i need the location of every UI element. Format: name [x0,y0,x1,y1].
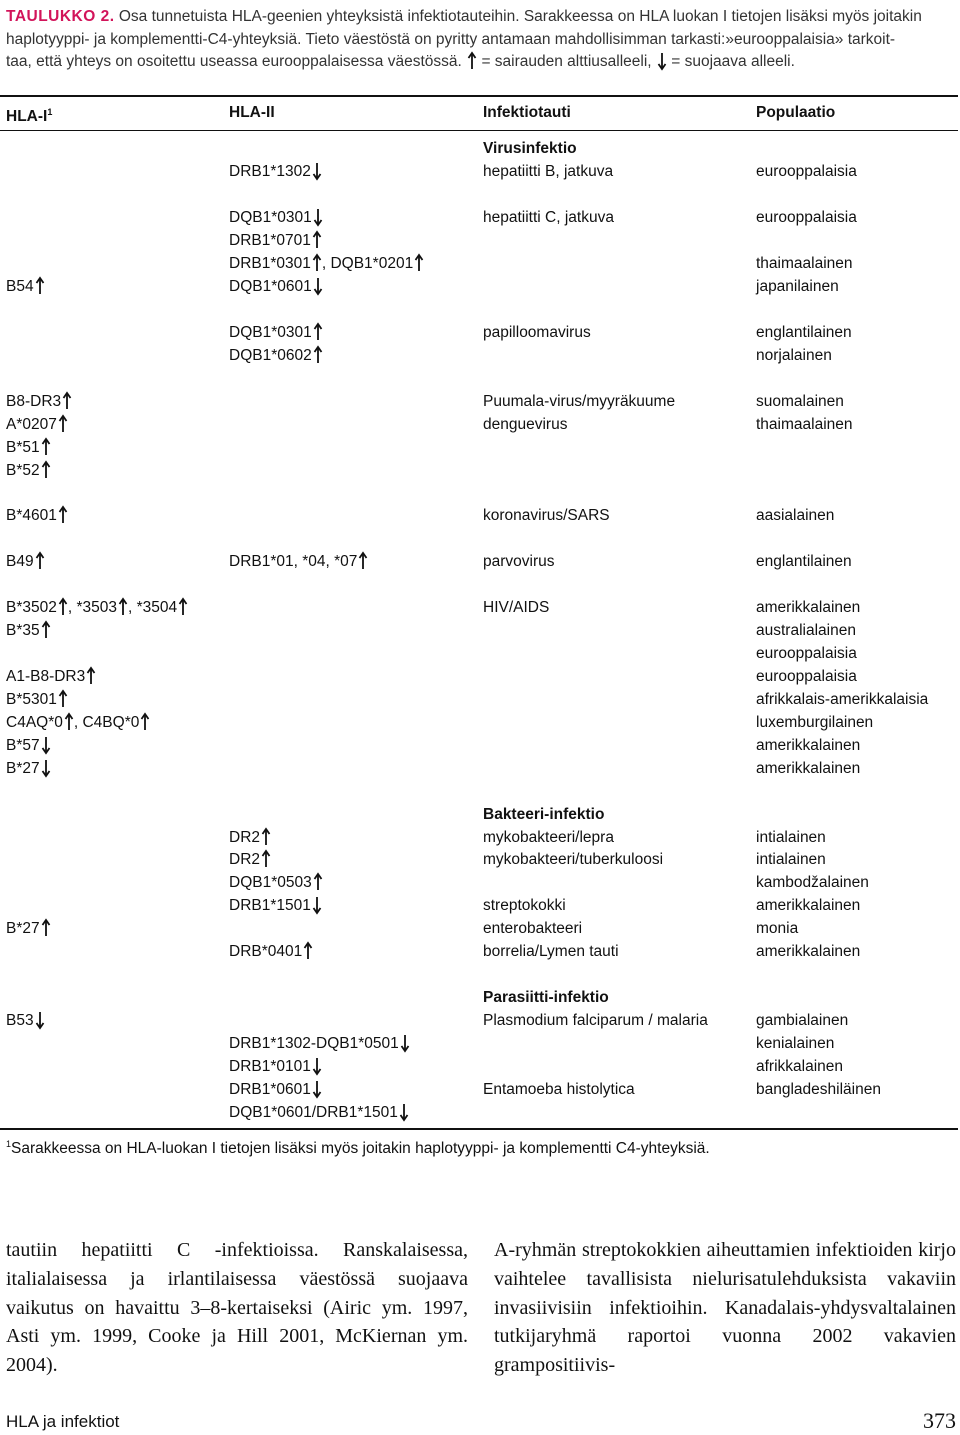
down-arrow-icon [312,161,322,181]
down-arrow-icon [657,51,667,71]
hla-ii-cell [229,848,271,871]
hla-i-cell [6,917,51,940]
population-cell [756,1032,834,1055]
body-column-right: A-ryhmän streptokokkien aiheuttamien infektioiden kirjo vaihtelee tavallisista nielurisatulehduksista vakaviin invasiivisiin infektioihin. Kanadalais-yhdysvaltalainen tutkijaryhmä raportoi vuonna 2002 vakavien grampositiivis- [494,1239,956,1377]
legend-down-text: = suojaava alleeli. [671,53,795,70]
infection-cell-text: HIV/AIDS [483,599,550,616]
hla-i-cell [6,1009,45,1032]
hla-i-cell-text: A*0207 [6,416,57,433]
down-arrow-icon [41,758,51,778]
hla-i-cell [6,390,72,413]
hla-ii-cell-text: DQB1*0301 [229,324,312,341]
up-arrow-icon [35,276,45,296]
hla-ii-cell-text: DQB1*0602 [229,347,312,364]
up-arrow-icon [118,597,128,617]
infection-cell-text: koronavirus/SARS [483,507,610,524]
population-cell [756,665,857,688]
infection-cell-text: denguevirus [483,416,568,433]
hla-ii-cell [229,1032,410,1055]
hla-i-cell-text: B*51 [6,439,40,456]
table-bottom-rule [0,1128,958,1130]
hla-i-cell [6,275,45,298]
hla-ii-cell [229,871,323,894]
down-arrow-icon [313,207,323,227]
up-arrow-icon [140,712,150,732]
header-hla-i: HLA-$I^1$ [6,107,53,126]
population-cell [756,413,853,436]
infection-cell [483,413,567,436]
hla-i-cell [6,459,51,482]
hla-i-cell [6,413,68,436]
down-arrow-icon [313,276,323,296]
infection-cell [483,550,555,573]
population-cell [756,711,873,734]
hla-ii-cell [229,344,323,367]
hla-ii-cell [229,1101,409,1124]
infection-cell-text: borrelia/Lymen tauti [483,943,619,960]
population-cell-text: suomalainen [756,393,844,410]
up-arrow-icon [58,689,68,709]
population-cell [756,917,798,940]
population-cell [756,757,860,780]
population-cell [756,1009,848,1032]
population-cell [756,940,860,963]
infection-cell [483,894,566,917]
population-cell-text: eurooppalaisia [756,209,857,226]
population-cell [756,848,826,871]
up-arrow-icon [41,437,51,457]
infection-cell [483,826,614,849]
infection-cell [483,390,675,413]
body-column-left: tautiin hepatiitti C -infektioissa. Ranskalaisessa, italialaisessa ja irlantilaisessa väestössä suojaava vaikutus on havaittu 3–8-kertaiseksi (Airic ym. 1997, Asti ym. 1999, Cooke ja Hill 2001, McKiernan ym. 2004). [6,1239,468,1377]
population-cell [756,550,852,573]
caption-line-3: taa, että yhteys on osoitettu useassa eurooppalaisessa väestössä. [6,53,462,70]
hla-i-cell [6,436,51,459]
hla-ii-cell-text: DQB1*0503 [229,874,312,891]
infection-cell-text: hepatiitti C, jatkuva [483,209,614,226]
infection-cell [483,160,613,183]
hla-ii-cell [229,321,323,344]
infection-cell [483,1009,708,1032]
infection-cell [483,917,582,940]
up-arrow-icon [58,414,68,434]
infection-cell-text: hepatiitti B, jatkuva [483,163,614,180]
down-arrow-icon [312,1079,322,1099]
hla-ii-cell-text: DQB1*0301 [229,209,312,226]
hla-i-cell-text: B54 [6,278,34,295]
up-arrow-icon [312,230,322,250]
infection-cell-text: enterobakteeri [483,920,583,937]
infection-cell-text: Puumala-virus/myyräkuume [483,393,676,410]
population-cell-text: monia [756,920,799,937]
up-arrow-icon [414,253,424,273]
hla-ii-cell-text: DRB1*0701 [229,232,311,249]
hla-i-cell-text: B*5301 [6,691,57,708]
hla-ii-cell-text: DRB1*0601 [229,1081,311,1098]
hla-ii-cell-text: DQB1*0601 [229,278,312,295]
table-top-rule [0,95,958,97]
up-arrow-icon [35,551,45,571]
population-cell [756,1055,843,1078]
population-cell [756,275,839,298]
down-arrow-icon [399,1102,409,1122]
population-cell-text: amerikkalainen [756,897,861,914]
population-cell [756,734,860,757]
hla-ii-cell-text: DRB1*0301 [229,255,311,272]
legend-up-text: = sairauden alttiusalleeli, [481,53,652,70]
up-arrow-icon [313,322,323,342]
up-arrow-icon [62,391,72,411]
population-cell-text: amerikkalainen [756,737,861,754]
population-cell-text: australialainen [756,622,856,639]
hla-i-cell-text: A1-B8-DR3 [6,668,86,685]
header-rule [0,130,958,131]
population-cell-text: aasialainen [756,507,835,524]
population-cell-text: thaimaalainen [756,255,853,272]
up-arrow-icon [178,597,188,617]
population-cell-text: afrikkalainen [756,1058,844,1075]
up-arrow-icon [86,666,96,686]
population-cell [756,321,852,344]
hla-ii-cell [229,826,271,849]
population-cell [756,688,928,711]
hla-i-cell [6,665,96,688]
population-cell [756,642,857,665]
infection-cell [483,848,663,871]
population-cell [756,390,844,413]
hla-i-cell-text: B8-DR3 [6,393,62,410]
infection-cell-text: Bakteeri-infektio [483,806,605,823]
infection-cell-text: mykobakteeri/lepra [483,829,614,846]
caption-label: TAULUKKO 2. [6,8,115,25]
population-cell-text: englantilainen [756,324,852,341]
population-cell-text: amerikkalainen [756,760,861,777]
hla-i-cell-text: B*52 [6,462,40,479]
hla-i-cell-text: B*27 [6,920,40,937]
infection-cell-text: streptokokki [483,897,566,914]
population-cell [756,504,834,527]
running-footer: HLA ja infektiot [6,1412,120,1431]
infection-cell-text: Virusinfektio [483,140,577,157]
hla-ii-cell [229,229,322,252]
infection-cell-text: parvovirus [483,553,555,570]
up-arrow-icon [41,460,51,480]
section-heading [483,803,604,826]
down-arrow-icon [41,735,51,755]
hla-i-cell [6,596,188,619]
hla-i-cell-text: B*57 [6,737,40,754]
hla-ii-cell-text: DR2 [229,851,261,868]
table-footnote: $^1$Sarakkeessa on HLA-luokan I tietojen lisäksi myös joitakin haplotyyppi- ja komplementti C4-yhteyksiä. [6,1139,710,1158]
hla-ii-cell-text: DRB1*1302 [229,163,311,180]
hla-ii-cell-text: , DQB1*0201 [321,255,414,272]
population-cell-text: englantilainen [756,553,852,570]
hla-ii-cell-text: DRB1*1501 [229,897,311,914]
up-arrow-icon [313,872,323,892]
hla-i-cell [6,711,150,734]
population-cell-text: intialainen [756,829,826,846]
infection-cell-text: Entamoeba histolytica [483,1081,635,1098]
population-cell-text: eurooppalaisia [756,645,857,662]
infection-cell-text: papilloomavirus [483,324,591,341]
population-cell [756,160,857,183]
up-arrow-icon [303,941,313,961]
hla-i-cell-text: , *3504 [128,599,178,616]
population-cell [756,596,860,619]
population-cell-text: eurooppalaisia [756,668,857,685]
infection-cell [483,504,610,527]
header-hla-ii: HLA-II [229,104,275,121]
hla-ii-cell [229,1078,322,1101]
hla-i-cell [6,550,45,573]
table-caption [6,6,954,74]
hla-ii-cell [229,550,368,573]
population-cell-text: japanilainen [756,278,839,295]
hla-ii-cell [229,940,313,963]
up-arrow-icon [312,253,322,273]
hla-ii-cell-text: DRB1*01, *04, *07 [229,553,358,570]
up-arrow-icon [261,827,271,847]
hla-i-cell-text: B*4601 [6,507,57,524]
hla-i-cell-text: C4AQ*0 [6,714,63,731]
up-arrow-icon [358,551,368,571]
hla-i-cell-text: B53 [6,1012,34,1029]
hla-i-cell [6,688,68,711]
hla-i-cell-text: B*35 [6,622,40,639]
up-arrow-icon [41,918,51,938]
population-cell [756,871,869,894]
section-heading [483,986,609,1009]
population-cell [756,1078,881,1101]
population-cell [756,206,857,229]
hla-ii-cell-text: DQB1*0601/DRB1*1501 [229,1104,398,1121]
infection-cell [483,321,591,344]
hla-i-cell-text: , C4BQ*0 [73,714,140,731]
hla-i-cell [6,757,51,780]
up-arrow-icon [41,620,51,640]
hla-ii-cell [229,894,322,917]
hla-ii-cell-text: DR2 [229,829,261,846]
page-number: 373 [923,1408,956,1433]
section-heading [483,137,577,160]
hla-ii-cell [229,1055,322,1078]
up-arrow-icon [58,597,68,617]
hla-i-cell-text: B*27 [6,760,40,777]
infection-cell-text: mykobakteeri/tuberkuloosi [483,851,664,868]
hla-i-cell-text: , *3503 [67,599,117,616]
population-cell-text: intialainen [756,851,826,868]
down-arrow-icon [312,1056,322,1076]
hla-i-cell-text: B49 [6,553,34,570]
hla-i-cell-text: B*3502 [6,599,57,616]
population-cell [756,826,826,849]
population-cell [756,619,856,642]
down-arrow-icon [312,895,322,915]
hla-ii-cell [229,206,323,229]
hla-i-cell [6,504,68,527]
hla-ii-cell [229,160,322,183]
population-cell [756,894,860,917]
down-arrow-icon [35,1010,45,1030]
population-cell-text: bangladeshiläinen [756,1081,881,1098]
population-cell-text: amerikkalainen [756,943,861,960]
infection-cell [483,940,619,963]
population-cell-text: afrikkalais-amerikkalaisia [756,691,929,708]
up-arrow-icon [467,51,477,71]
hla-i-cell [6,619,51,642]
hla-ii-cell-text: DRB*0401 [229,943,303,960]
hla-ii-cell-text: DRB1*1302-DQB1*0501 [229,1035,399,1052]
infection-cell [483,206,614,229]
population-cell-text: kenialainen [756,1035,835,1052]
population-cell [756,252,853,275]
infection-cell-text: Plasmodium falciparum / malaria [483,1012,708,1029]
up-arrow-icon [64,712,74,732]
population-cell-text: amerikkalainen [756,599,861,616]
header-populaatio: Populaatio [756,104,836,121]
hla-ii-cell [229,252,424,275]
caption-line-2: haplotyyppi- ja komplementti-C4-yhteyksiä. Tieto väestöstä on pyritty antamaan mahdollisimman tarkasti:»eurooppalaisia» tarkoit- [6,30,896,48]
hla-ii-cell [229,275,323,298]
header-infektiotauti: Infektiotauti [483,104,571,121]
population-cell-text: thaimaalainen [756,416,853,433]
up-arrow-icon [261,849,271,869]
hla-i-cell [6,734,51,757]
down-arrow-icon [400,1033,410,1053]
population-cell-text: luxemburgilainen [756,714,874,731]
hla-ii-cell-text: DRB1*0101 [229,1058,311,1075]
population-cell-text: norjalainen [756,347,832,364]
population-cell-text: kambodžalainen [756,874,869,891]
population-cell-text: gambialainen [756,1012,849,1029]
population-cell [756,344,832,367]
up-arrow-icon [58,505,68,525]
infection-cell [483,596,549,619]
infection-cell-text: Parasiitti-infektio [483,989,609,1006]
up-arrow-icon [313,345,323,365]
infection-cell [483,1078,635,1101]
caption-line-1: Osa tunnetuista HLA-geenien yhteyksistä infektiotauteihin. Sarakkeessa on HLA luokan I tietojen lisäksi myös joitakin [118,8,922,25]
population-cell-text: eurooppalaisia [756,163,857,180]
